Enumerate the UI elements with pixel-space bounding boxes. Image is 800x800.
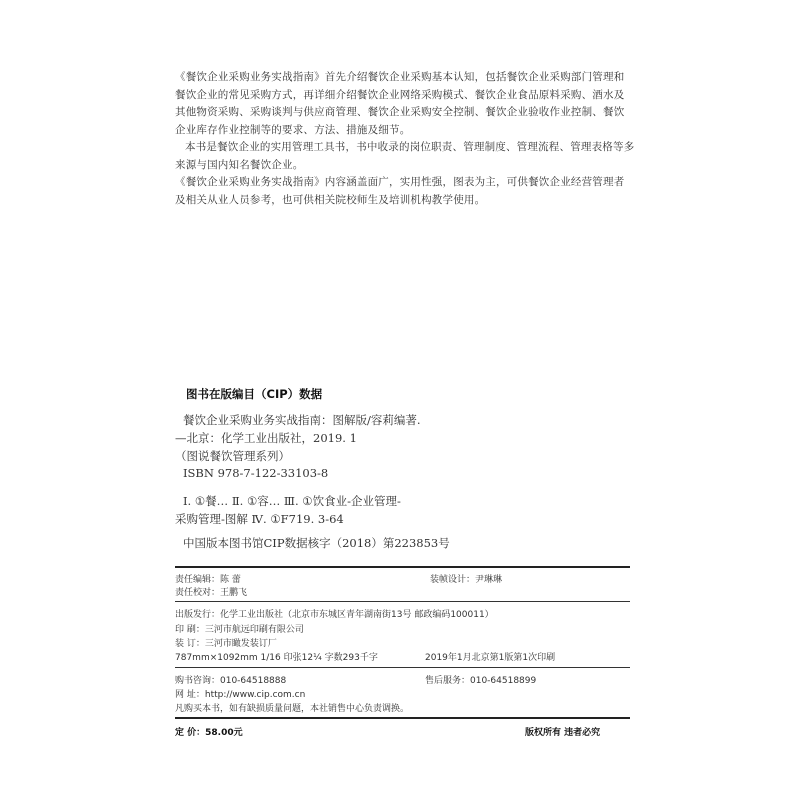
cip-line-1: 餐饮企业采购业务实战指南：图解版/容莉编著. — [183, 413, 421, 427]
intro-paragraph-3: 《餐饮企业采购业务实战指南》内容涵盖面广，实用性强，图表为主，可供餐饮企业经营管理者及相关从业人员参考，也可供相关院校师生及培训机构教学使用。 — [175, 176, 625, 206]
contact-website: 网 址：http://www.cip.com.cn — [175, 690, 306, 700]
pub-printer: 印 刷：三河市航远印刷有限公司 — [175, 625, 304, 635]
cip-line-2: —北京：化学工业出版社，2019. 1 — [175, 431, 357, 445]
contact-notice: 凡购买本书，如有缺损质量问题，本社销售中心负责调换。 — [175, 704, 410, 714]
credit-editor: 责任编辑：陈 蕾 — [175, 575, 241, 585]
cip-line-5: Ⅰ. ①餐… Ⅱ. ①容… Ⅲ. ①饮食业-企业管理- — [183, 494, 401, 508]
price: 定 价：58.00元 — [175, 728, 243, 738]
credit-proofreader: 责任校对：王鹏飞 — [175, 588, 248, 598]
pub-edition: 2019年1月北京第1版第1次印刷 — [425, 653, 556, 663]
rule-top — [175, 566, 630, 568]
contact-phone: 购书咨询：010-64518888 — [175, 676, 287, 686]
rule-publishing — [175, 667, 630, 668]
cip-line-6: 采购管理-图解 Ⅳ. ①F719. 3-64 — [175, 512, 344, 526]
pub-specs: 787mm×1092mm 1/16 印张12¼ 字数293千字 — [175, 653, 378, 663]
rights-notice: 版权所有 违者必究 — [525, 728, 601, 738]
cip-line-3: （图说餐饮管理系列） — [175, 449, 290, 463]
rule-bottom — [175, 717, 630, 719]
cip-isbn: ISBN 978-7-122-33103-8 — [183, 466, 329, 480]
credit-designer: 装帧设计：尹琳琳 — [430, 575, 503, 585]
cip-record: 中国版本图书馆CIP数据核字（2018）第223853号 — [183, 536, 450, 550]
intro-paragraph-1: 《餐饮企业采购业务实战指南》首先介绍餐饮企业采购基本认知，包括餐饮企业采购部门管理和餐饮企业的常见采购方式，再详细介绍餐饮企业网络采购模式、餐饮企业食品原料采购、酒水及其他物资采购、采购谈判与供应商管理、餐饮企业采购安全控制、餐饮企业验收作业控制、餐饮企业库存作业控制等的要求、方法、措施及细节。 — [175, 71, 625, 136]
intro-paragraph-2: 本书是餐饮企业的实用管理工具书，书中收录的岗位职责、管理制度、管理流程、管理表格等多来源与国内知名餐饮企业。 — [175, 141, 635, 171]
contact-service: 售后服务：010-64518899 — [425, 676, 537, 686]
cip-title: 图书在版编目（CIP）数据 — [186, 387, 323, 401]
pub-publisher: 出版发行：化学工业出版社（北京市东城区青年湖南街13号 邮政编码100011） — [175, 610, 494, 620]
pub-binder: 装 订：三河市瞰发装订厂 — [175, 639, 277, 649]
rule-credits — [175, 601, 630, 602]
